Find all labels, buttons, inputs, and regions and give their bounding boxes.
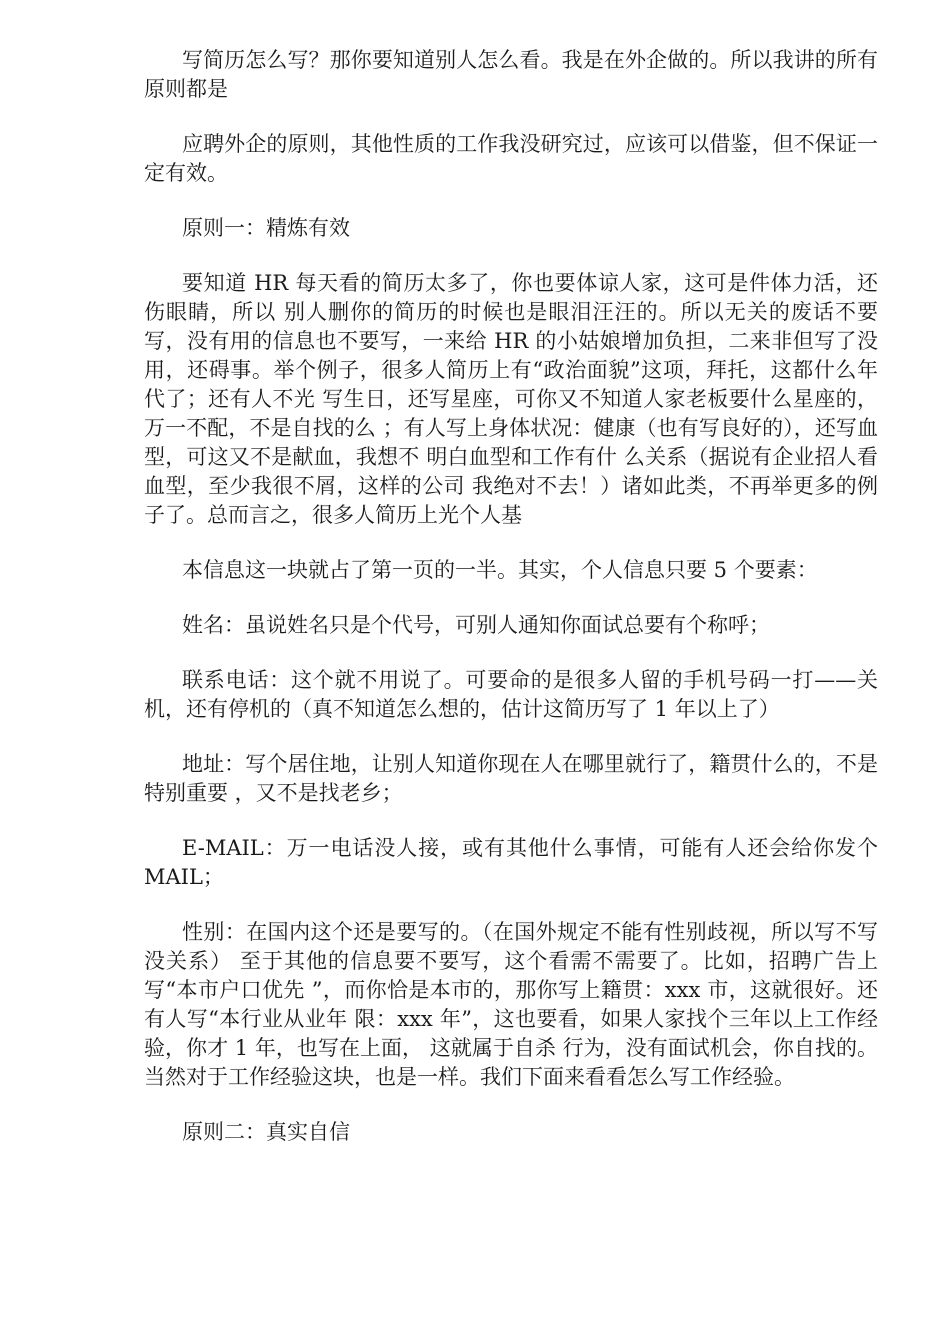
paragraph-intro-continued: 应聘外企的原则，其他性质的工作我没研究过，应该可以借鉴，但不保证一定有效。 xyxy=(144,132,878,185)
heading-principle-one: 原则一：精炼有效 xyxy=(182,216,350,240)
paragraph-phone: 联系电话：这个就不用说了。可要命的是很多人留的手机号码一打——关机，还有停机的（真不知道怎么想的，估计这简历写了 1 年以上了） xyxy=(144,668,878,721)
document-body xyxy=(144,46,878,1173)
paragraph-address: 地址：写个居住地，让别人知道你现在人在哪里就行了，籍贯什么的，不是特别重要 ，又不是找老乡； xyxy=(144,752,878,805)
paragraph-intro: 写简历怎么写？那你要知道别人怎么看。我是在外企做的。所以我讲的所有原则都是 xyxy=(144,48,878,101)
paragraph-principle-one-body: 要知道 HR 每天看的简历太多了，你也要体谅人家，这可是件体力活，还伤眼睛，所以 别人删你的简历的时候也是眼泪汪汪的。所以无关的废话不要写，没有用的信息也不要写，一来给 HR 的小姑娘增加负担，二来非但写了没用，还碍事。举个例子，很多人简历上有“政治面貌”这项，拜托，这都什么年代了；还有人不光 写生日，还写星座，可你又不知道人家老板要什么星座的，万一不配，不是自找的么 ；有人写上身体状况：健康（也有写良好的），还写血型，可这又不是献血，我想不 明白血型和工作有什 么关系（据说有企业招人看血型，至少我很不屑，这样的公司 我绝对不去！）诸如此类，不再举更多的例子了。总而言之，很多人简历上光个人基 xyxy=(144,271,878,527)
paragraph-gender: 性别：在国内这个还是要写的。（在国外规定不能有性别歧视，所以写不写没关系） 至于其他的信息要不要写，这个看需不需要了。比如，招聘广告上写“本市户口优先 ”，而你恰是本市的，那你写上籍贯：xxx 市，这就很好。还有人写“本行业从业年 限：xxx 年”，这也要看，如果人家找个三年以上工作经验，你才 1 年，也写在上面， 这就属于自杀 行为，没有面试机会，你自找的。 当然对于工作经验这块，也是一样。我们下面来看看怎么写工作经验。 xyxy=(144,920,878,1089)
paragraph-email: E-MAIL：万一电话没人接，或有其他什么事情，可能有人还会给你发个 MAIL； xyxy=(144,836,878,889)
heading-principle-two: 原则二：真实自信 xyxy=(182,1120,350,1144)
paragraph-personal-info-elements: 本信息这一块就占了第一页的一半。其实，个人信息只要 5 个要素： xyxy=(182,558,818,582)
paragraph-name: 姓名：虽说姓名只是个代号，可别人通知你面试总要有个称呼； xyxy=(182,613,770,637)
